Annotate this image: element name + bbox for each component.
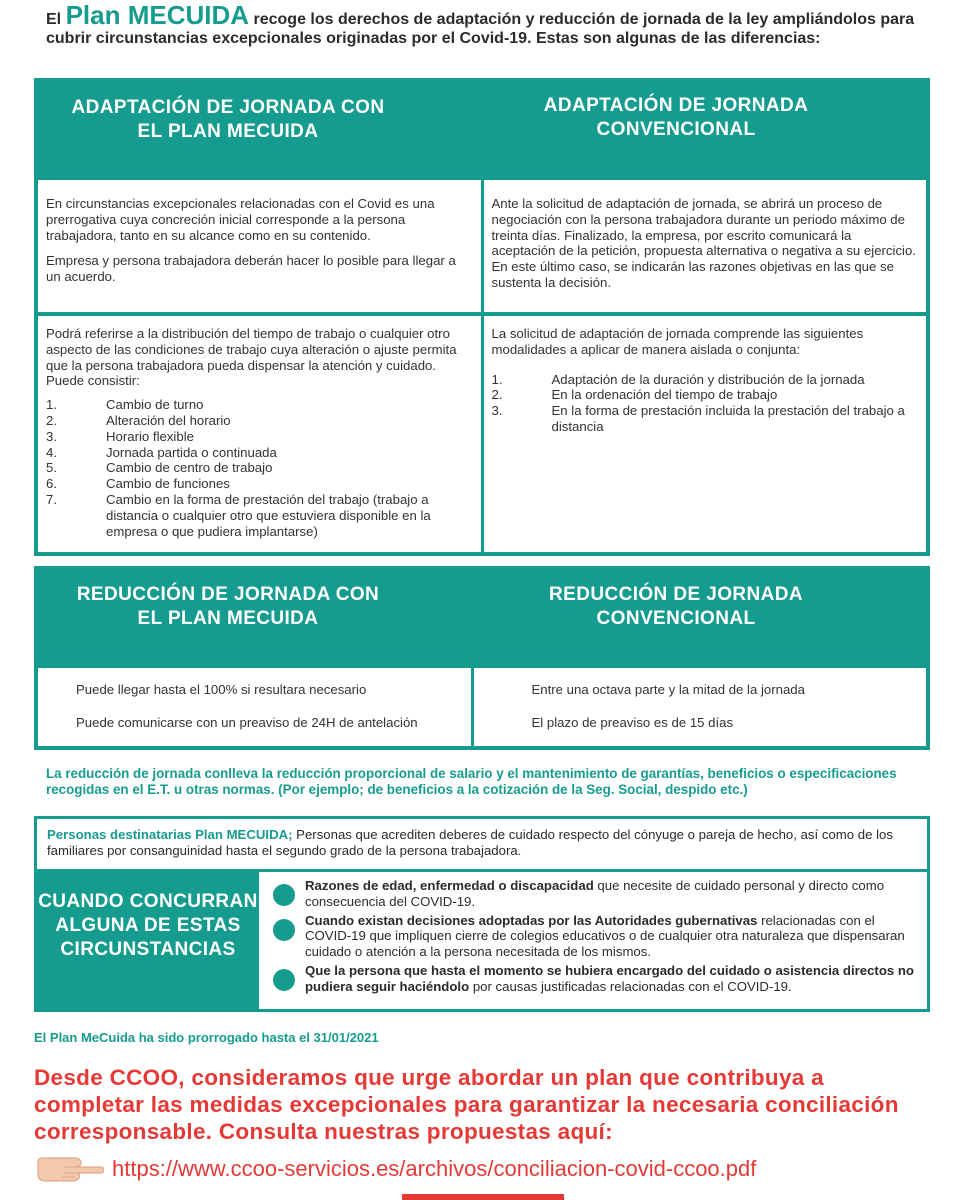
list-item — [492, 387, 917, 403]
circunstancia-item — [273, 913, 921, 960]
reduccion-mecuida-p1: Puede llegar hasta el 100% si resultara necesario — [76, 682, 367, 697]
list-item — [46, 413, 471, 429]
adaptacion-mecuida-p2: Empresa y persona trabajadora deberán hacer lo posible para llegar a un acuerdo. — [46, 253, 456, 285]
list-item-text: Adaptación de la duración y distribución de la jornada — [551, 371, 865, 387]
circunstancias-list — [259, 872, 927, 1009]
intro-text: recoge los derechos de adaptación y reducción de jornada de la ley ampliándolos para cubrir circunstancias excepcionales originadas por el Covid-19. Estas son algunas de las diferencias: — [46, 11, 915, 47]
list-item-number: 1. — [491, 371, 503, 387]
intro-el: El — [46, 11, 62, 28]
list-item-number: 4. — [46, 444, 57, 460]
reduccion-mecuida-header: REDUCCIÓN DE JORNADA CON EL PLAN MECUIDA — [76, 584, 380, 629]
adaptacion-mecuida-p1: En circunstancias excepcionales relacionadas con el Covid es una prerrogativa cuya concreción inicial corresponde a la persona trabajadora, tanto en su alcance como en su contenido. — [46, 196, 435, 243]
adaptacion-table — [34, 78, 930, 556]
circunstancia-text — [305, 963, 921, 995]
destinatarias-text — [37, 819, 927, 872]
reduccion-mecuida-cell — [38, 668, 471, 746]
adaptacion-mecuida-header: ADAPTACIÓN DE JORNADA CON EL PLAN MECUIDA — [71, 97, 385, 142]
adaptacion-convencional-header: ADAPTACIÓN DE JORNADA CONVENCIONAL — [543, 95, 809, 140]
reduccion-convencional-p1: Entre una octava parte y la mitad de la jornada — [531, 682, 805, 697]
bullet-circle-icon — [273, 884, 295, 906]
circunstancia-rest: que necesite de cuidado personal y directo como consecuencia del COVID-19. — [305, 878, 885, 909]
adaptacion-mecuida-list — [46, 397, 471, 539]
reduccion-convencional-p2: El plazo de preaviso es de 15 días — [531, 714, 734, 730]
list-item-number: 2. — [46, 412, 57, 428]
list-item-number: 5. — [46, 460, 57, 476]
propuestas-link[interactable]: https://www.ccoo-servicios.es/archivos/conciliacion-covid-ccoo.pdf — [112, 1156, 757, 1181]
call-to-action: Desde CCOO, consideramos que urge abordar un plan que contribuya a completar las medidas excepcionales para garantizar la necesaria conciliación corresponsable. Consulta nuestras propuestas aquí: — [34, 1065, 899, 1144]
circunstancia-text — [305, 878, 921, 910]
list-item-text: Alteración del horario — [106, 412, 231, 428]
list-item — [46, 445, 471, 461]
circunstancias-section — [37, 872, 927, 1009]
bullet-circle-icon — [273, 919, 295, 941]
adaptacion-row-2 — [34, 316, 930, 556]
list-item — [46, 476, 471, 492]
adaptacion-convencional-cell-1 — [484, 180, 927, 312]
circunstancia-item — [273, 878, 921, 910]
destinatarias-body: Personas que acrediten deberes de cuidado respecto del cónyuge o pareja de hecho, así como de los familiares por consanguinidad hasta el segundo grado de la persona trabajadora. — [47, 827, 893, 858]
circunstancia-bold: Cuando existan decisiones adoptadas por las Autoridades gubernativas — [305, 912, 758, 928]
bullet-circle-icon — [273, 969, 295, 991]
circunstancia-item — [273, 963, 921, 995]
plan-mecuida-title: Plan MECUIDA — [65, 0, 250, 30]
list-item — [46, 429, 471, 445]
adaptacion-convencional-list — [492, 372, 917, 435]
adaptacion-convencional-intro: La solicitud de adaptación de jornada comprende las siguientes modalidades a aplicar de manera aislada o conjunta: — [491, 326, 864, 357]
list-item-text: En la ordenación del tiempo de trabajo — [551, 387, 778, 403]
circunstancia-bold: Que la persona que hasta el momento se hubiera encargado del cuidado o asistencia directos no pudiera seguir haciéndolo — [305, 962, 914, 994]
list-item — [492, 403, 917, 435]
intro-paragraph — [46, 0, 926, 48]
destinatarias-box — [34, 816, 930, 1012]
list-item-text: Jornada partida o continuada — [106, 444, 277, 460]
prorrogado-note: El Plan MeCuida ha sido prorrogado hasta el 31/01/2021 — [34, 1030, 379, 1045]
list-item-number: 7. — [46, 491, 57, 507]
link-row — [34, 1152, 756, 1186]
reduccion-note: La reducción de jornada conlleva la reducción proporcional de salario y el mantenimiento de garantías, beneficios o especificaciones recogidas en el E.T. u otras normas. (Por ejemplo; de beneficios a la cotización de la Seg. Social, despido etc.) — [46, 766, 897, 797]
list-item-text: Cambio de turno — [106, 397, 204, 413]
circunstancia-rest: relacionadas con el COVID-19 que impliquen cierre de colegios educativos o de cualquier otra naturaleza que dispensaran cuidado o atención a la persona necesitada de los mismos. — [305, 912, 905, 960]
circunstancia-text — [305, 913, 921, 960]
adaptacion-convencional-p1: Ante la solicitud de adaptación de jornada, se abrirá un proceso de negociación con la persona trabajadora durante un periodo máximo de treinta días. Finalizado, la empresa, por escrito comunicará la aceptación de la petición, propuesta alternativa o negativa a su ejercicio. En este último caso, se indicarán las razones objetivas en las que se sustenta la decisión. — [491, 196, 916, 290]
reduccion-table — [34, 566, 930, 750]
adaptacion-mecuida-cell-2 — [38, 316, 481, 552]
reduccion-mecuida-p2: Puede comunicarse con un preaviso de 24H de antelación — [76, 714, 418, 730]
adaptacion-mecuida-cell-1 — [38, 180, 481, 312]
adaptacion-mecuida-intro: Podrá referirse a la distribución del tiempo de trabajo o cualquier otro aspecto de las condiciones de trabajo cuya alteración o ajuste permita que la persona trabajadora pueda dispensar la atención y cuidado. Puede consistir: — [46, 326, 457, 389]
adaptacion-row-1 — [34, 180, 930, 316]
circunstancias-title: CUANDO CONCURRAN ALGUNA DE ESTAS CIRCUNSTANCIAS — [37, 872, 259, 1009]
reduccion-convencional-cell — [474, 668, 927, 746]
list-item-number: 2. — [491, 387, 503, 403]
list-item-text: Horario flexible — [106, 428, 194, 444]
list-item-number: 1. — [46, 397, 57, 413]
circunstancia-bold: Razones de edad, enfermedad o discapacidad — [305, 878, 594, 893]
list-item-number: 3. — [491, 403, 503, 419]
destinatarias-label: Personas destinatarias Plan MECUIDA; — [47, 827, 293, 842]
reduccion-row — [34, 668, 930, 750]
list-item-text: Cambio de centro de trabajo — [106, 460, 273, 476]
list-item — [46, 460, 471, 476]
list-item — [46, 492, 471, 539]
list-item-text: En la forma de prestación incluida la prestación del trabajo a distancia — [551, 403, 905, 434]
list-item-text: Cambio en la forma de prestación del trabajo (trabajo a distancia o cualquier otro que estuviera disponible en la empresa o que pudiera implantarse) — [106, 491, 431, 539]
list-item-number: 3. — [46, 428, 57, 444]
list-item-number: 6. — [46, 476, 57, 492]
reduccion-convencional-header: REDUCCIÓN DE JORNADA CONVENCIONAL — [549, 584, 803, 629]
adaptacion-convencional-cell-2 — [484, 316, 927, 552]
circunstancia-rest: por causas justificadas relacionadas con el COVID-19. — [469, 978, 792, 994]
list-item-text: Cambio de funciones — [106, 476, 230, 492]
list-item — [492, 372, 917, 388]
pointing-hand-icon — [34, 1152, 104, 1186]
bottom-red-bar — [402, 1194, 564, 1200]
list-item — [46, 397, 471, 413]
